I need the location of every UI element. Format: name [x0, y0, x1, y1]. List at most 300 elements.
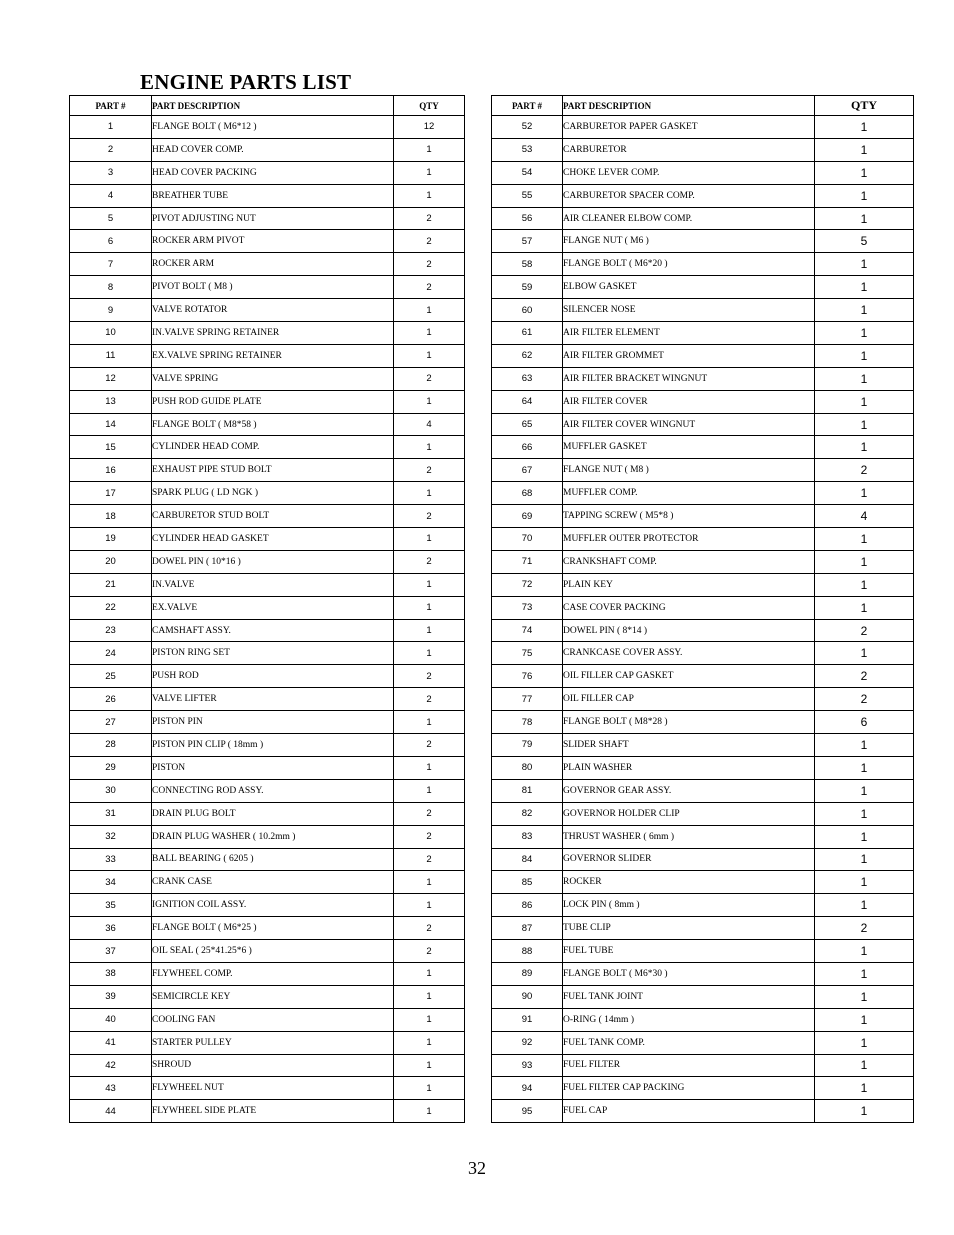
table-row [70, 779, 465, 802]
part-description-cell: CARBURETOR PAPER GASKET [563, 116, 815, 139]
qty-cell: 1 [815, 138, 914, 161]
part-number-cell: 69 [492, 505, 563, 528]
part-description-cell: FLYWHEEL SIDE PLATE [152, 1100, 394, 1123]
part-number-cell: 11 [70, 344, 152, 367]
part-number-cell: 82 [492, 802, 563, 825]
part-description-cell: FLANGE NUT ( M6 ) [563, 230, 815, 253]
part-description-cell: OIL FILLER CAP [563, 688, 815, 711]
part-number-cell: 31 [70, 802, 152, 825]
part-number-cell: 22 [70, 596, 152, 619]
part-description-cell: GOVERNOR HOLDER CLIP [563, 802, 815, 825]
part-number-cell: 6 [70, 230, 152, 253]
table-row [70, 1077, 465, 1100]
part-number-cell: 72 [492, 573, 563, 596]
header-qty: QTY [815, 96, 914, 116]
part-number-cell: 25 [70, 665, 152, 688]
table-row [492, 138, 914, 161]
parts-table-right [491, 95, 914, 1123]
part-description-cell: SPARK PLUG ( LD NGK ) [152, 482, 394, 505]
part-description-cell: VALVE ROTATOR [152, 299, 394, 322]
table-row [70, 367, 465, 390]
table-row [70, 413, 465, 436]
part-number-cell: 94 [492, 1077, 563, 1100]
part-number-cell: 86 [492, 894, 563, 917]
part-number-cell: 9 [70, 299, 152, 322]
part-description-cell: EXHAUST PIPE STUD BOLT [152, 459, 394, 482]
qty-cell: 1 [394, 711, 465, 734]
table-row [70, 230, 465, 253]
table-row [492, 1031, 914, 1054]
part-number-cell: 57 [492, 230, 563, 253]
part-number-cell: 90 [492, 985, 563, 1008]
part-number-cell: 7 [70, 253, 152, 276]
qty-cell: 2 [394, 825, 465, 848]
qty-cell: 2 [394, 550, 465, 573]
part-number-cell: 35 [70, 894, 152, 917]
qty-cell: 1 [815, 779, 914, 802]
part-description-cell: OIL SEAL ( 25*41.25*6 ) [152, 940, 394, 963]
table-row [70, 917, 465, 940]
part-number-cell: 64 [492, 390, 563, 413]
qty-cell: 1 [815, 940, 914, 963]
part-description-cell: PUSH ROD [152, 665, 394, 688]
table-row [492, 711, 914, 734]
qty-cell: 1 [815, 756, 914, 779]
part-number-cell: 37 [70, 940, 152, 963]
qty-cell: 1 [815, 848, 914, 871]
part-description-cell: ROCKER ARM [152, 253, 394, 276]
qty-cell: 1 [394, 642, 465, 665]
table-row [70, 802, 465, 825]
qty-cell: 1 [394, 1008, 465, 1031]
table-row [70, 390, 465, 413]
part-number-cell: 43 [70, 1077, 152, 1100]
part-description-cell: HEAD COVER PACKING [152, 161, 394, 184]
qty-cell: 1 [394, 756, 465, 779]
part-number-cell: 2 [70, 138, 152, 161]
table-row [70, 116, 465, 139]
part-description-cell: CASE COVER PACKING [563, 596, 815, 619]
table-row [492, 184, 914, 207]
part-description-cell: PISTON PIN CLIP ( 18mm ) [152, 734, 394, 757]
qty-cell: 4 [815, 505, 914, 528]
part-description-cell: BREATHER TUBE [152, 184, 394, 207]
part-description-cell: MUFFLER GASKET [563, 436, 815, 459]
part-description-cell: GOVERNOR SLIDER [563, 848, 815, 871]
part-description-cell: O-RING ( 14mm ) [563, 1008, 815, 1031]
table-row [70, 436, 465, 459]
part-number-cell: 85 [492, 871, 563, 894]
qty-cell: 2 [394, 459, 465, 482]
part-number-cell: 87 [492, 917, 563, 940]
part-description-cell: ROCKER ARM PIVOT [152, 230, 394, 253]
qty-cell: 1 [394, 985, 465, 1008]
part-number-cell: 27 [70, 711, 152, 734]
part-description-cell: FLANGE BOLT ( M8*28 ) [563, 711, 815, 734]
part-number-cell: 39 [70, 985, 152, 1008]
qty-cell: 1 [815, 871, 914, 894]
part-number-cell: 8 [70, 276, 152, 299]
part-description-cell: ELBOW GASKET [563, 276, 815, 299]
part-number-cell: 78 [492, 711, 563, 734]
part-description-cell: FLANGE BOLT ( M6*30 ) [563, 962, 815, 985]
table-row [492, 207, 914, 230]
qty-cell: 1 [394, 390, 465, 413]
part-description-cell: AIR FILTER BRACKET WINGNUT [563, 367, 815, 390]
part-description-cell: PISTON PIN [152, 711, 394, 734]
qty-cell: 1 [394, 184, 465, 207]
table-row [70, 1054, 465, 1077]
qty-cell: 1 [815, 734, 914, 757]
part-number-cell: 15 [70, 436, 152, 459]
table-row [70, 1100, 465, 1123]
qty-cell: 1 [815, 1054, 914, 1077]
qty-cell: 1 [815, 596, 914, 619]
part-description-cell: CRANK CASE [152, 871, 394, 894]
part-number-cell: 24 [70, 642, 152, 665]
table-row [492, 276, 914, 299]
part-description-cell: DOWEL PIN ( 8*14 ) [563, 619, 815, 642]
part-number-cell: 34 [70, 871, 152, 894]
qty-cell: 1 [394, 482, 465, 505]
table-row [492, 596, 914, 619]
part-number-cell: 93 [492, 1054, 563, 1077]
qty-cell: 1 [815, 894, 914, 917]
part-number-cell: 18 [70, 505, 152, 528]
table-row [492, 161, 914, 184]
table-row [70, 1031, 465, 1054]
table-header-row [70, 96, 465, 116]
part-description-cell: SLIDER SHAFT [563, 734, 815, 757]
table-row [492, 962, 914, 985]
part-number-cell: 60 [492, 299, 563, 322]
part-description-cell: DRAIN PLUG BOLT [152, 802, 394, 825]
part-number-cell: 79 [492, 734, 563, 757]
table-row [492, 505, 914, 528]
table-row [492, 734, 914, 757]
qty-cell: 1 [815, 550, 914, 573]
table-row [70, 642, 465, 665]
qty-cell: 1 [394, 573, 465, 596]
qty-cell: 2 [394, 917, 465, 940]
table-row [70, 253, 465, 276]
table-row [492, 688, 914, 711]
table-row [70, 482, 465, 505]
qty-cell: 6 [815, 711, 914, 734]
qty-cell: 1 [815, 985, 914, 1008]
qty-cell: 1 [394, 161, 465, 184]
part-number-cell: 10 [70, 322, 152, 345]
part-description-cell: LOCK PIN ( 8mm ) [563, 894, 815, 917]
table-row [492, 573, 914, 596]
table-row [70, 528, 465, 551]
qty-cell: 1 [815, 642, 914, 665]
header-part-number: PART # [70, 96, 152, 116]
part-description-cell: EX.VALVE [152, 596, 394, 619]
qty-cell: 1 [394, 596, 465, 619]
part-description-cell: BALL BEARING ( 6205 ) [152, 848, 394, 871]
table-row [492, 436, 914, 459]
part-number-cell: 28 [70, 734, 152, 757]
qty-cell: 1 [394, 528, 465, 551]
part-description-cell: CARBURETOR SPACER COMP. [563, 184, 815, 207]
part-description-cell: PLAIN WASHER [563, 756, 815, 779]
table-row [70, 871, 465, 894]
part-description-cell: CRANKSHAFT COMP. [563, 550, 815, 573]
table-row [70, 940, 465, 963]
table-row [70, 756, 465, 779]
qty-cell: 1 [394, 138, 465, 161]
part-description-cell: CHOKE LEVER COMP. [563, 161, 815, 184]
part-number-cell: 76 [492, 665, 563, 688]
qty-cell: 1 [815, 344, 914, 367]
part-description-cell: PUSH ROD GUIDE PLATE [152, 390, 394, 413]
qty-cell: 1 [815, 1100, 914, 1123]
table-row [492, 779, 914, 802]
part-number-cell: 92 [492, 1031, 563, 1054]
table-row [70, 459, 465, 482]
part-description-cell: FLYWHEEL NUT [152, 1077, 394, 1100]
part-description-cell: FLANGE NUT ( M8 ) [563, 459, 815, 482]
page-number: 32 [468, 1158, 486, 1178]
part-description-cell: PISTON [152, 756, 394, 779]
header-qty: QTY [394, 96, 465, 116]
table-row [492, 756, 914, 779]
header-part-description: PART DESCRIPTION [152, 96, 394, 116]
qty-cell: 1 [815, 116, 914, 139]
qty-cell: 1 [394, 299, 465, 322]
part-number-cell: 83 [492, 825, 563, 848]
part-number-cell: 66 [492, 436, 563, 459]
table-row [492, 344, 914, 367]
part-number-cell: 44 [70, 1100, 152, 1123]
part-description-cell: THRUST WASHER ( 6mm ) [563, 825, 815, 848]
qty-cell: 1 [815, 413, 914, 436]
part-description-cell: CONNECTING ROD ASSY. [152, 779, 394, 802]
table-row [492, 642, 914, 665]
table-row [492, 413, 914, 436]
header-part-description: PART DESCRIPTION [563, 96, 815, 116]
part-number-cell: 80 [492, 756, 563, 779]
part-number-cell: 4 [70, 184, 152, 207]
part-number-cell: 74 [492, 619, 563, 642]
part-description-cell: VALVE SPRING [152, 367, 394, 390]
qty-cell: 1 [394, 619, 465, 642]
part-number-cell: 91 [492, 1008, 563, 1031]
qty-cell: 1 [394, 871, 465, 894]
qty-cell: 2 [394, 940, 465, 963]
table-row [492, 665, 914, 688]
qty-cell: 1 [815, 825, 914, 848]
part-description-cell: CAMSHAFT ASSY. [152, 619, 394, 642]
table-row [492, 390, 914, 413]
table-row [492, 1054, 914, 1077]
part-description-cell: TAPPING SCREW ( M5*8 ) [563, 505, 815, 528]
table-row [492, 894, 914, 917]
part-description-cell: OIL FILLER CAP GASKET [563, 665, 815, 688]
part-description-cell: IN.VALVE [152, 573, 394, 596]
part-description-cell: SILENCER NOSE [563, 299, 815, 322]
table-row [492, 230, 914, 253]
table-row [70, 276, 465, 299]
table-row [70, 688, 465, 711]
part-number-cell: 41 [70, 1031, 152, 1054]
qty-cell: 1 [815, 1008, 914, 1031]
part-description-cell: FUEL TANK COMP. [563, 1031, 815, 1054]
part-description-cell: AIR FILTER ELEMENT [563, 322, 815, 345]
table-row [492, 459, 914, 482]
qty-cell: 2 [815, 459, 914, 482]
qty-cell: 1 [815, 161, 914, 184]
table-row [492, 322, 914, 345]
qty-cell: 1 [815, 528, 914, 551]
table-header-row [492, 96, 914, 116]
parts-table-left [69, 95, 465, 1123]
part-description-cell: SHROUD [152, 1054, 394, 1077]
table-row [492, 848, 914, 871]
qty-cell: 12 [394, 116, 465, 139]
qty-cell: 1 [815, 276, 914, 299]
part-number-cell: 38 [70, 962, 152, 985]
table-row [70, 985, 465, 1008]
part-description-cell: HEAD COVER COMP. [152, 138, 394, 161]
qty-cell: 1 [815, 322, 914, 345]
part-number-cell: 40 [70, 1008, 152, 1031]
table-row [492, 985, 914, 1008]
table-row [70, 619, 465, 642]
part-number-cell: 88 [492, 940, 563, 963]
qty-cell: 2 [394, 665, 465, 688]
qty-cell: 2 [815, 917, 914, 940]
qty-cell: 1 [815, 482, 914, 505]
qty-cell: 1 [394, 1054, 465, 1077]
qty-cell: 1 [815, 573, 914, 596]
qty-cell: 1 [815, 1077, 914, 1100]
qty-cell: 2 [394, 688, 465, 711]
qty-cell: 2 [394, 253, 465, 276]
table-row [492, 367, 914, 390]
part-description-cell: IN.VALVE SPRING RETAINER [152, 322, 394, 345]
qty-cell: 1 [815, 184, 914, 207]
part-number-cell: 70 [492, 528, 563, 551]
table-row [70, 505, 465, 528]
qty-cell: 1 [394, 1031, 465, 1054]
qty-cell: 1 [394, 1100, 465, 1123]
part-number-cell: 42 [70, 1054, 152, 1077]
table-row [70, 550, 465, 573]
part-description-cell: SEMICIRCLE KEY [152, 985, 394, 1008]
table-row [70, 322, 465, 345]
qty-cell: 1 [394, 894, 465, 917]
qty-cell: 2 [394, 802, 465, 825]
part-description-cell: FUEL TUBE [563, 940, 815, 963]
part-number-cell: 59 [492, 276, 563, 299]
part-number-cell: 12 [70, 367, 152, 390]
table-row [492, 528, 914, 551]
table-row [492, 299, 914, 322]
table-row [492, 1077, 914, 1100]
table-row [492, 917, 914, 940]
part-number-cell: 16 [70, 459, 152, 482]
part-number-cell: 71 [492, 550, 563, 573]
table-row [70, 962, 465, 985]
qty-cell: 2 [394, 230, 465, 253]
table-row [70, 161, 465, 184]
part-description-cell: FUEL CAP [563, 1100, 815, 1123]
table-row [70, 184, 465, 207]
qty-cell: 1 [394, 962, 465, 985]
part-number-cell: 5 [70, 207, 152, 230]
part-description-cell: EX.VALVE SPRING RETAINER [152, 344, 394, 367]
part-number-cell: 73 [492, 596, 563, 619]
part-description-cell: STARTER PULLEY [152, 1031, 394, 1054]
part-description-cell: FUEL TANK JOINT [563, 985, 815, 1008]
part-description-cell: FUEL FILTER [563, 1054, 815, 1077]
part-number-cell: 1 [70, 116, 152, 139]
qty-cell: 1 [815, 802, 914, 825]
part-number-cell: 36 [70, 917, 152, 940]
table-row [70, 573, 465, 596]
part-number-cell: 77 [492, 688, 563, 711]
qty-cell: 2 [394, 276, 465, 299]
part-number-cell: 52 [492, 116, 563, 139]
part-number-cell: 63 [492, 367, 563, 390]
part-number-cell: 84 [492, 848, 563, 871]
part-description-cell: AIR FILTER GROMMET [563, 344, 815, 367]
part-description-cell: PLAIN KEY [563, 573, 815, 596]
qty-cell: 1 [394, 322, 465, 345]
table-row [70, 207, 465, 230]
part-description-cell: MUFFLER OUTER PROTECTOR [563, 528, 815, 551]
table-row [492, 1008, 914, 1031]
part-number-cell: 26 [70, 688, 152, 711]
part-number-cell: 29 [70, 756, 152, 779]
part-description-cell: GOVERNOR GEAR ASSY. [563, 779, 815, 802]
part-description-cell: AIR FILTER COVER [563, 390, 815, 413]
part-number-cell: 56 [492, 207, 563, 230]
part-description-cell: FLANGE BOLT ( M6*25 ) [152, 917, 394, 940]
part-description-cell: TUBE CLIP [563, 917, 815, 940]
part-number-cell: 75 [492, 642, 563, 665]
part-description-cell: CYLINDER HEAD GASKET [152, 528, 394, 551]
part-description-cell: ROCKER [563, 871, 815, 894]
table-row [70, 848, 465, 871]
qty-cell: 2 [815, 665, 914, 688]
part-number-cell: 17 [70, 482, 152, 505]
table-row [70, 138, 465, 161]
qty-cell: 1 [394, 779, 465, 802]
part-description-cell: PIVOT BOLT ( M8 ) [152, 276, 394, 299]
qty-cell: 1 [394, 436, 465, 459]
part-number-cell: 95 [492, 1100, 563, 1123]
part-description-cell: PIVOT ADJUSTING NUT [152, 207, 394, 230]
parts-table-left-body [70, 116, 465, 1123]
table-row [492, 825, 914, 848]
qty-cell: 4 [394, 413, 465, 436]
table-row [492, 802, 914, 825]
part-description-cell: IGNITION COIL ASSY. [152, 894, 394, 917]
part-number-cell: 3 [70, 161, 152, 184]
table-row [492, 940, 914, 963]
qty-cell: 1 [815, 367, 914, 390]
table-row [70, 344, 465, 367]
part-description-cell: CARBURETOR [563, 138, 815, 161]
part-description-cell: FLANGE BOLT ( M6*20 ) [563, 253, 815, 276]
part-description-cell: VALVE LIFTER [152, 688, 394, 711]
part-number-cell: 30 [70, 779, 152, 802]
part-number-cell: 33 [70, 848, 152, 871]
part-number-cell: 58 [492, 253, 563, 276]
